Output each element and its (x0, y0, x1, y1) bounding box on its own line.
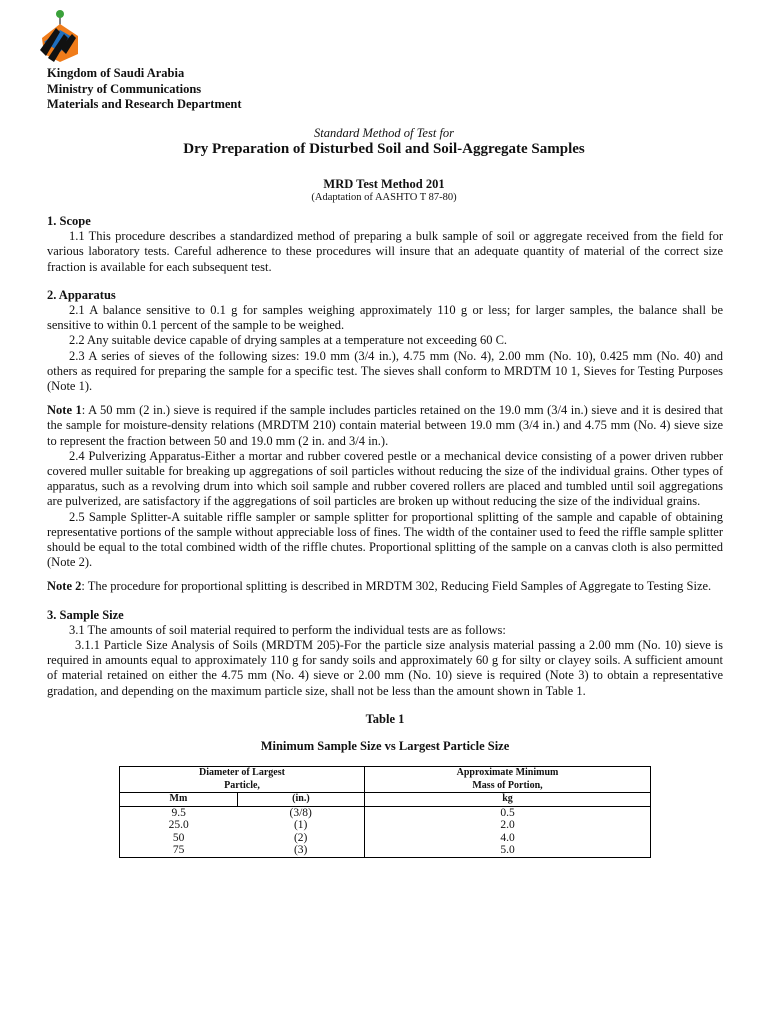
subheader-mm: Mm (120, 793, 238, 807)
ministry-logo (38, 8, 82, 62)
cell-mm: 25.0 (120, 819, 238, 832)
adaptation-note: (Adaptation of AASHTO T 87-80) (311, 192, 457, 203)
note-1 (47, 403, 723, 449)
section-sample-size-heading: 3. Sample Size (47, 607, 124, 622)
paragraph-1-1: 1.1 This procedure describes a standardized method of preparing a bulk sample of soil or aggregate received from the field for various laboratory tests. Careful adherence to these procedures will insure that an adequate quantity of material of the correct size fraction is available for each subsequent test. (47, 229, 723, 274)
paragraph-2-1: 2.1 A balance sensitive to 0.1 g for samples weighing approximately 110 g or less; for larger samples, the balance shall be sensitive to within 0.1 percent of the sample to be weighed. (47, 303, 723, 333)
subheader-kg: kg (365, 793, 651, 807)
header-line-ministry: Ministry of Communications (47, 81, 202, 96)
cell-kg: 0.5 (365, 806, 651, 819)
header-mass-line2: Mass of Portion, (472, 779, 543, 791)
subheader-in: (in.) (237, 793, 364, 807)
section-apparatus-heading: 2. Apparatus (47, 287, 116, 302)
sample-size-table (119, 766, 651, 858)
organization-header (47, 66, 242, 113)
table-label: Table 1 (365, 711, 405, 726)
test-method-number: MRD Test Method 201 (323, 177, 445, 191)
document-body (47, 214, 723, 858)
note-2-text: : The procedure for proportional splitting is described in MRDTM 302, Reducing Field Samples of Aggregate to Testing Size. (81, 579, 712, 594)
cell-in: (2) (293, 831, 308, 844)
paragraph-2-2: 2.2 Any suitable device capable of drying samples at a temperature not exceeding 60 C. (69, 333, 508, 348)
table-caption: Minimum Sample Size vs Largest Particle Size (260, 739, 510, 754)
note-2-label: Note 2 (47, 579, 82, 594)
section-scope-heading: 1. Scope (47, 214, 91, 228)
cell-in: (3/8) (289, 806, 312, 819)
note-1-label: Note 1 (47, 403, 82, 418)
cell-mm: 50 (120, 832, 238, 845)
header-mass (365, 767, 651, 793)
cell-kg: 5.0 (365, 844, 651, 857)
cell-in: (1) (293, 819, 308, 832)
table-row (120, 819, 651, 832)
cell-in: (3) (237, 844, 364, 857)
note-1-text: : A 50 mm (2 in.) sieve is required if the sample includes particles retained on the 19.0 mm (3/4 in.) sieve and it is desired that the sample for moisture-density relations (MRDTM 210) contain material between 19.0 mm (3/4 in.) and 4.75 mm (No. 4) sieve size to represent the fraction between 50 and 19.0 mm (2 in. and 3/4 in.). (47, 403, 723, 448)
table-row (120, 806, 651, 819)
header-mass-line1: Approximate Minimum (456, 767, 559, 779)
header-diameter (120, 767, 365, 793)
cell-mm: 75 (120, 844, 238, 857)
table-row (120, 844, 651, 857)
cell-mm: 9.5 (120, 806, 238, 819)
document-title: Dry Preparation of Disturbed Soil and Soil-Aggregate Samples (183, 141, 585, 157)
header-diameter-line1: Diameter of Largest (199, 767, 285, 779)
header-line-country: Kingdom of Saudi Arabia (47, 66, 185, 80)
cell-kg: 4.0 (365, 832, 651, 845)
paragraph-3-1: 3.1 The amounts of soil material required to perform the individual tests are as follows: (69, 622, 506, 637)
paragraph-2-3: 2.3 A series of sieves of the following sizes: 19.0 mm (3/4 in.), 4.75 mm (No. 4), 2.00 mm (No. 10), 0.425 mm (No. 40) and others as required for preparing the sample for a specific test. The sieves shall conform to MRDTM 10 1, Sieves for Testing Purposes (Note 1). (47, 348, 723, 394)
paragraph-2-5: 2.5 Sample Splitter-A suitable riffle sampler or sample splitter for proportional splitting of the sample and capable of obtaining representative portions of the sample without appreciable loss of fines. The width of the container used to feed the riffle sample splitter should be equal to the total combined width of the riffle chutes. Proportional splitting of the sample on a canvas cloth is also permitted (Note 2). (47, 509, 723, 570)
table-row (120, 832, 651, 845)
cell-kg: 2.0 (365, 819, 651, 832)
note-2 (47, 579, 723, 594)
header-diameter-line2: Particle, (224, 779, 260, 791)
paragraph-3-1-1: 3.1.1 Particle Size Analysis of Soils (MRDTM 205)-For the particle size analysis material passing a 2.00 mm (No. 10) sieve is required in amounts equal to approximately 110 g for sandy soils and approximately 60 g for silty or clayey soils. A sufficient amount of material retained on either the 4.75 mm (No. 4) sieve or 2.00 mm (No. 10) sieve is required (Note 3) to obtain a representative gradation, and depending on the maximum particle size, shall not be less than the amount shown in Table 1. (47, 638, 723, 698)
paragraph-2-4: 2.4 Pulverizing Apparatus-Either a mortar and rubber covered pestle or a mechanical device consisting of a power driven rubber covered muller suitable for breaking up aggregations of soil particles without reducing the size of the individual grains. Other types of apparatus, such as a revolving drum into which soil sample and rubber covered rollers are placed and tumbled until soil aggregations are pulverized, are satisfactory if the aggregations of soil particles are broken up without reducing the size of the individual grains. (47, 448, 723, 509)
header-line-department: Materials and Research Department (47, 97, 242, 111)
standard-method-label: Standard Method of Test for (313, 126, 455, 140)
